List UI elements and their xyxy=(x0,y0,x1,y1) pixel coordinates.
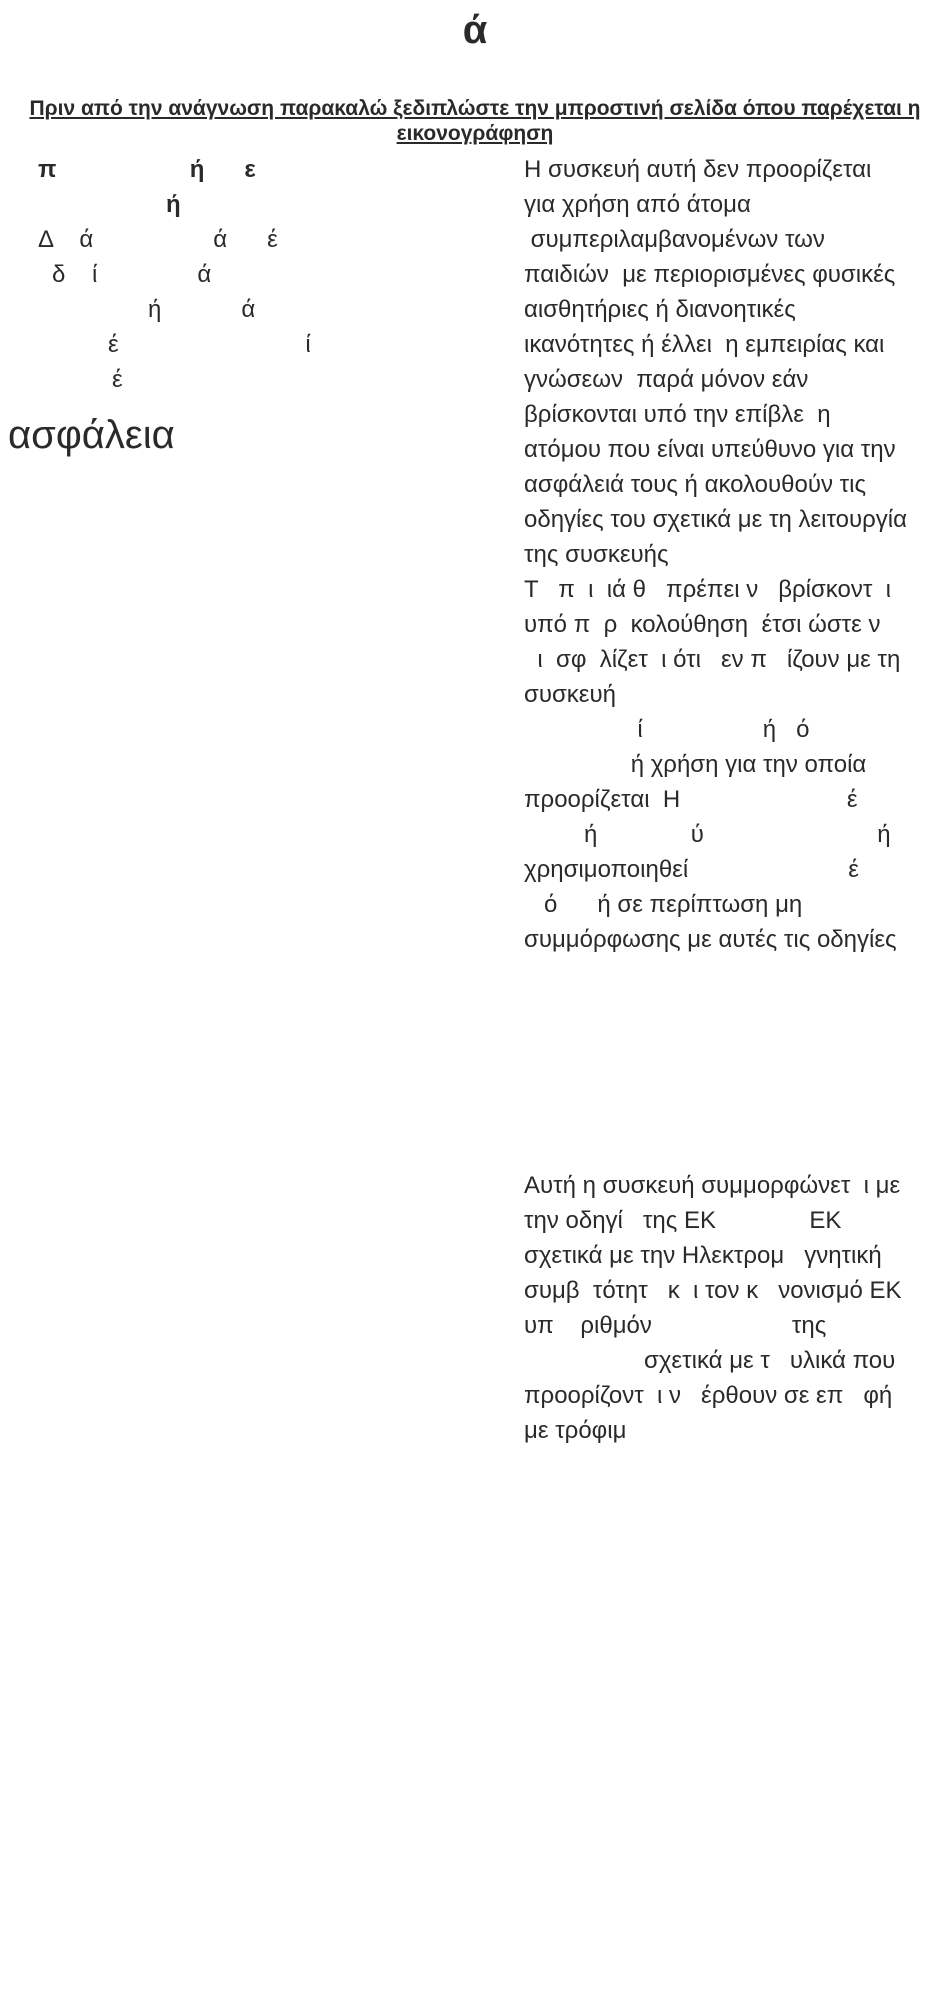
text-line: ικανότητες ή έλλει η εμπειρίας και xyxy=(524,331,885,358)
text-line: ασφάλειά τους ή ακολουθούν τις xyxy=(524,471,867,498)
page-title: ά xyxy=(462,8,488,52)
text-line: ό ή σε περίπτωση μη xyxy=(524,891,803,918)
text-line: Τ π ι ιά θ πρέπει ν βρίσκοντ ι xyxy=(524,576,891,603)
text-line: ί ή ό xyxy=(524,716,810,743)
text-line: με τρόφιμ xyxy=(524,1417,627,1444)
text-line: γνώσεων παρά μόνον εάν xyxy=(524,366,809,393)
text-line: Αυτή η συσκευή συμμορφώνετ ι με xyxy=(524,1172,901,1199)
section-heading-safety: ασφάλεια xyxy=(8,413,175,457)
text-line: ή χρήση για την οποία xyxy=(524,751,867,778)
text-line: συσκευή xyxy=(524,681,616,708)
text-line: προορίζοντ ι ν έρθουν σε επ φή xyxy=(524,1382,893,1409)
left-fragment: έ xyxy=(112,366,123,393)
text-line: υπ ριθμόν της xyxy=(524,1312,827,1339)
left-fragment: ή xyxy=(166,191,181,218)
text-line: ή ύ ή xyxy=(524,821,891,848)
text-line: ι σφ λίζετ ι ότι εν π ίζουν με τη xyxy=(524,646,901,673)
text-line: σχετικά με τ υλικά που xyxy=(524,1347,896,1374)
text-line: προορίζεται Η έ xyxy=(524,786,858,813)
text-line: συμβ τότητ κ ι τον κ νονισμό ΕΚ xyxy=(524,1277,902,1304)
safety-paragraph xyxy=(524,152,944,957)
left-fragment: ή ά xyxy=(148,296,256,323)
text-line: οδηγίες του σχετικά με τη λειτουργία xyxy=(524,506,907,533)
text-line: ατόμου που είναι υπεύθυνο για την xyxy=(524,436,896,463)
text-line: βρίσκονται υπό την επίβλε η xyxy=(524,401,831,428)
text-line: χρησιμοποιηθεί έ xyxy=(524,856,859,883)
compliance-paragraph xyxy=(524,1168,944,1448)
left-fragment: δ ί ά xyxy=(52,261,212,288)
text-line: αισθητήριες ή διανοητικές xyxy=(524,296,796,323)
text-line: συμμόρφωσης με αυτές τις οδηγίες xyxy=(524,926,897,953)
text-line: συμπεριλαμβανομένων των xyxy=(524,226,825,253)
text-line: παιδιών με περιορισμένες φυσικές xyxy=(524,261,896,288)
text-line: σχετικά με την Ηλεκτρομ γνητική xyxy=(524,1242,882,1269)
left-fragment: έ ί xyxy=(108,331,311,358)
left-fragment: π ή ε xyxy=(38,156,256,183)
text-line: της συσκευής xyxy=(524,541,669,568)
left-fragment: Δ ά ά έ xyxy=(38,226,278,253)
text-line: για χρήση από άτομα xyxy=(524,191,751,218)
text-line: την οδηγί της ΕΚ ΕΚ xyxy=(524,1207,842,1234)
text-line: υπό π ρ κολούθηση έτσι ώστε ν xyxy=(524,611,881,638)
unfold-notice: Πριν από την ανάγνωση παρακαλώ ξεδιπλώστε την μπροστινή σελίδα όπου παρέχεται η εικονογράφηση xyxy=(29,97,921,145)
text-line: Η συσκευή αυτή δεν προορίζεται xyxy=(524,156,872,183)
